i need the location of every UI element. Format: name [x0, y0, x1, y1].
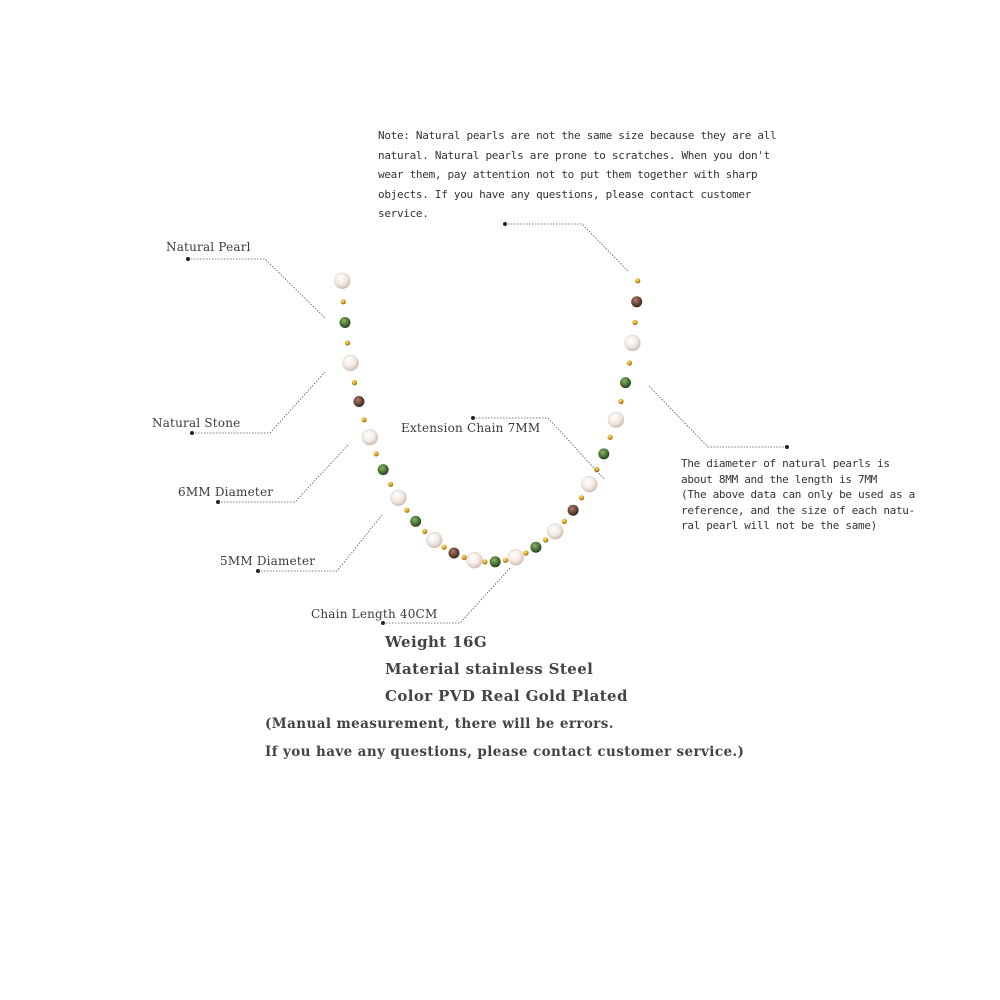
- pearl-size-note-line: reference, and the size of each natu-: [681, 503, 915, 517]
- gold-bead: [579, 495, 584, 500]
- care-note-line: service.: [378, 207, 429, 221]
- label-natural-stone: Natural Stone: [152, 416, 241, 430]
- pearl-size-note: [681, 456, 915, 534]
- leader-dot-chain-length: [381, 621, 385, 625]
- stone-bead: [449, 548, 460, 559]
- spec-weight: Weight 16G: [385, 633, 488, 651]
- stone-bead: [631, 296, 642, 307]
- label-6mm-diameter: 6MM Diameter: [178, 485, 274, 499]
- stone-bead: [410, 516, 421, 527]
- stone-bead: [620, 377, 631, 388]
- label-natural-pearl: Natural Pearl: [166, 240, 251, 254]
- leader-dot-6mm: [216, 500, 220, 504]
- label-5mm-diameter: 5MM Diameter: [220, 554, 316, 568]
- pearl-size-note-line: (The above data can only be used as a: [681, 488, 915, 501]
- pearl-size-note-line: ral pearl will not be the same): [681, 519, 877, 532]
- pearl-bead: [547, 523, 563, 539]
- leader-dot-pearl-size: [785, 445, 789, 449]
- stone-bead: [490, 556, 501, 567]
- manual-note-line-1: (Manual measurement, there will be errors.: [265, 716, 614, 732]
- leader-line-natural-pearl: [188, 259, 325, 318]
- gold-bead: [404, 508, 409, 513]
- pearl-bead: [608, 412, 624, 428]
- gold-bead: [503, 558, 508, 563]
- leader-dot-extension: [471, 416, 475, 420]
- label-extension-chain: Extension Chain 7MM: [401, 421, 541, 435]
- spec-material: Material stainless Steel: [385, 660, 594, 678]
- leader-dot-natural-pearl: [186, 257, 190, 261]
- pearl-bead: [426, 532, 442, 548]
- gold-bead: [618, 399, 623, 404]
- stone-bead: [378, 464, 389, 475]
- gold-bead: [362, 417, 367, 422]
- gold-bead: [345, 340, 350, 345]
- label-chain-length: Chain Length 40CM: [311, 607, 438, 621]
- pearl-bead: [508, 549, 524, 565]
- stone-bead: [340, 317, 351, 328]
- care-note: [378, 126, 777, 224]
- gold-bead: [635, 278, 640, 283]
- pearl-bead: [343, 355, 359, 371]
- gold-bead: [632, 320, 637, 325]
- stone-bead: [568, 505, 579, 516]
- gold-bead: [543, 537, 548, 542]
- gold-bead: [482, 559, 487, 564]
- care-note-line: objects. If you have any questions, please contact customer: [378, 187, 752, 201]
- stone-bead: [354, 396, 365, 407]
- gold-bead: [388, 482, 393, 487]
- pearl-bead: [362, 429, 378, 445]
- leader-line-pearl-size: [648, 385, 787, 447]
- gold-bead: [422, 529, 427, 534]
- pearl-bead: [391, 490, 407, 506]
- leader-dot-5mm: [256, 569, 260, 573]
- gold-bead: [523, 550, 528, 555]
- gold-bead: [341, 299, 346, 304]
- pearl-bead: [625, 335, 641, 351]
- pearl-size-note-line: The diameter of natural pearls is: [681, 457, 890, 470]
- pearl-bead: [581, 476, 597, 492]
- gold-bead: [374, 451, 379, 456]
- pearl-bead: [334, 273, 350, 289]
- gold-bead: [352, 380, 357, 385]
- manual-note-line-2: If you have any questions, please contact customer service.): [265, 744, 745, 760]
- gold-bead: [462, 555, 467, 560]
- gold-bead: [608, 435, 613, 440]
- stone-bead: [598, 448, 609, 459]
- care-note-line: wear them, pay attention not to put them together with sharp: [378, 168, 758, 182]
- pearl-bead: [467, 552, 483, 568]
- care-note-line: natural. Natural pearls are prone to scratches. When you don't: [378, 148, 770, 162]
- gold-bead: [442, 545, 447, 550]
- gold-bead: [627, 360, 632, 365]
- spec-color: Color PVD Real Gold Plated: [385, 687, 628, 705]
- gold-bead: [562, 519, 567, 524]
- care-note-line: Note: Natural pearls are not the same size because they are all: [378, 129, 777, 142]
- pearl-size-note-line: about 8MM and the length is 7MM: [681, 472, 877, 486]
- stone-bead: [530, 542, 541, 553]
- leader-line-note: [505, 224, 628, 271]
- leader-dot-natural-stone: [190, 431, 194, 435]
